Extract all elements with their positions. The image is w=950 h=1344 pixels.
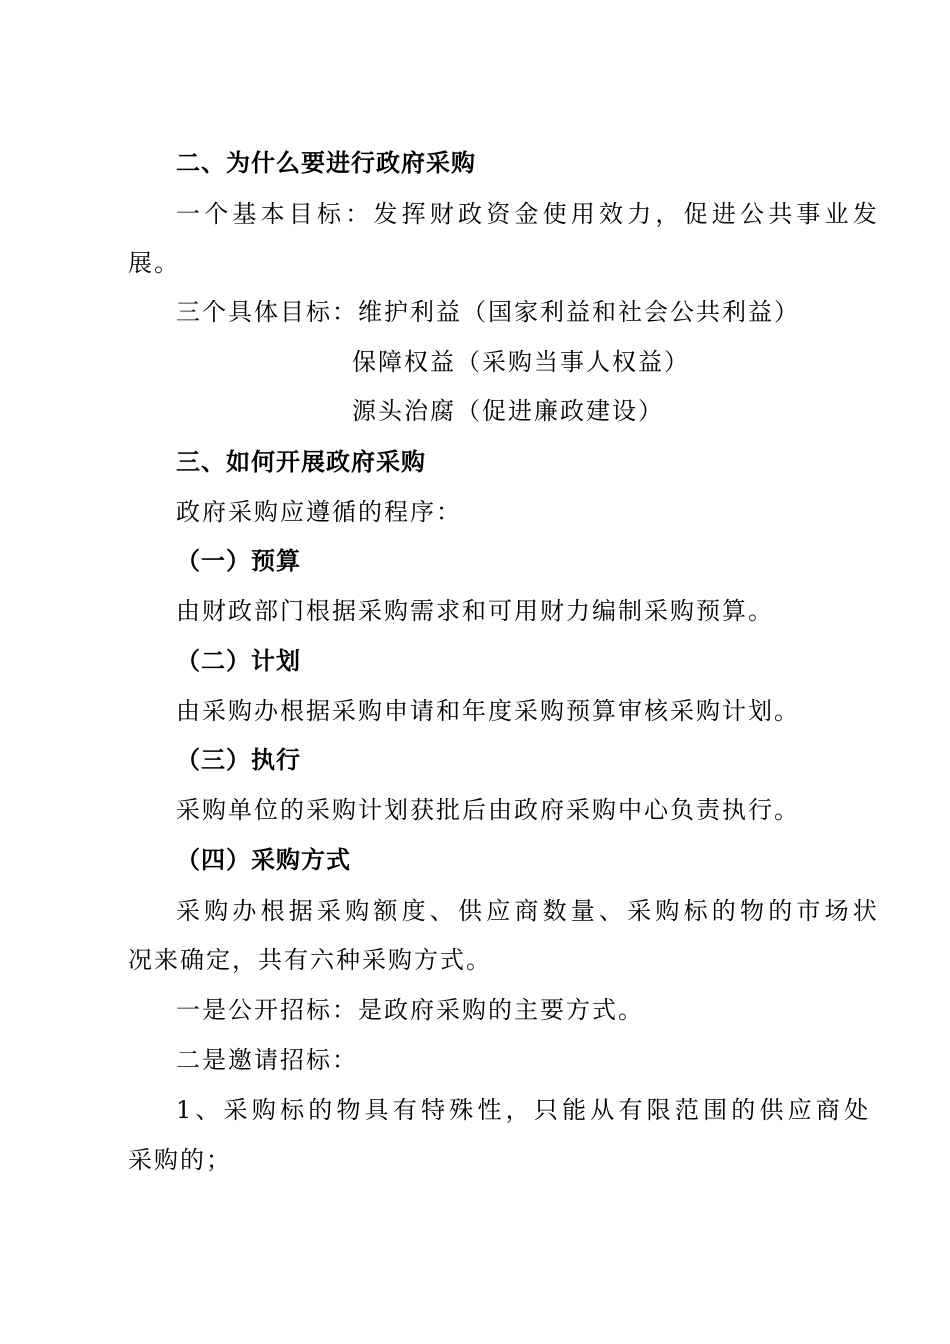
section-heading-why: 二、为什么要进行政府采购 (176, 149, 476, 177)
step-1-text: 由财政部门根据采购需求和可用财力编制采购预算。 (176, 597, 774, 625)
specific-goal-1: 三个具体目标：维护利益（国家利益和社会公共利益） (176, 298, 800, 326)
invited-tender-item-1-line-1: 1、采购标的物具有特殊性，只能从有限范围的供应商处 (176, 1096, 873, 1124)
method-open-tender: 一是公开招标：是政府采购的主要方式。 (176, 996, 644, 1024)
basic-goal-line-1: 一个基本目标：发挥财政资金使用效力，促进公共事业发 (176, 200, 881, 228)
method-invited-tender: 二是邀请招标： (176, 1046, 358, 1074)
step-1-heading: （一）预算 (176, 547, 301, 575)
specific-goal-3: 源头治腐（促进廉政建设） (352, 397, 664, 425)
step-4-text-line-1: 采购办根据采购额度、供应商数量、采购标的物的市场状 (176, 897, 881, 925)
step-3-heading: （三）执行 (176, 746, 301, 774)
step-3-text: 采购单位的采购计划获批后由政府采购中心负责执行。 (176, 796, 800, 824)
step-2-heading: （二）计划 (176, 647, 301, 675)
procedure-intro: 政府采购应遵循的程序： (176, 498, 462, 526)
step-2-text: 由采购办根据采购申请和年度采购预算审核采购计划。 (176, 697, 800, 725)
specific-goal-2: 保障权益（采购当事人权益） (352, 348, 690, 376)
invited-tender-item-1-line-2: 采购的； (128, 1146, 232, 1174)
basic-goal-line-2: 展。 (128, 249, 180, 277)
step-4-heading: （四）采购方式 (176, 846, 351, 874)
section-heading-how: 三、如何开展政府采购 (176, 448, 426, 476)
step-4-text-line-2: 况来确定，共有六种采购方式。 (128, 946, 492, 974)
